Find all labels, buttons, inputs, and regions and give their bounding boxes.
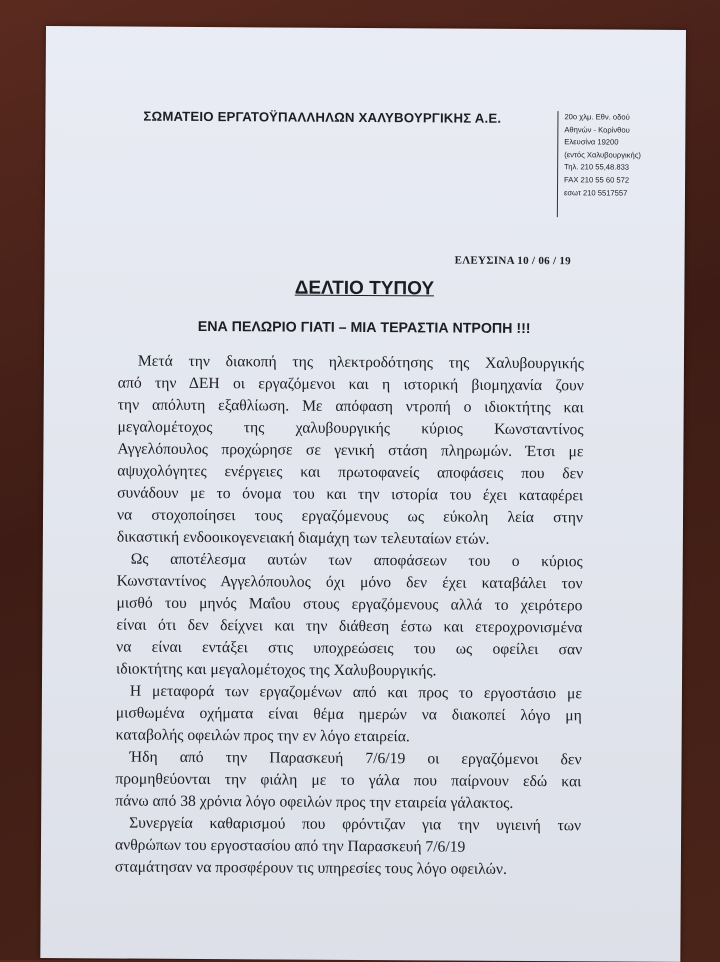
body-line: μισθό του μηνός Μαΐου στους εργαζόμενους αλλά το χειρότερο bbox=[116, 594, 583, 615]
headline: ΕΝΑ ΠΕΛΩΡΙΟ ΓΙΑΤΙ – ΜΙΑ ΤΕΡΑΣΤΙΑ ΝΤΡΟΠΗ !!! bbox=[197, 318, 531, 338]
address-block bbox=[557, 111, 683, 218]
document-date: ΕΛΕΥΣΙΝΑ 10 / 06 / 19 bbox=[454, 254, 572, 268]
body-line: δικαστική ενδοοικογενειακή διαμάχη των τελευταίων ετών. bbox=[116, 528, 490, 548]
body-line: σταμάτησαν να προσφέρουν τις υπηρεσίες τους λόγο οφειλών. bbox=[114, 858, 507, 878]
body-line: Ως αποτέλεσμα αυτών των αποφάσεων του ο κύριος bbox=[130, 550, 583, 571]
body-text bbox=[115, 350, 584, 881]
body-line: συνάδουν με το όνομα του και την ιστορία του έχει καταφέρει bbox=[117, 484, 584, 505]
body-line: Μετά την διακοπή της ηλεκτροδότησης της Χαλυβουργικής bbox=[137, 352, 585, 373]
body-line: να είναι εντάξει στις υποχρεώσεις του ως οφείλει σαν bbox=[116, 638, 583, 659]
address-line: Ελευσίνα 19200 bbox=[564, 137, 619, 147]
body-line: προμηθεύονται την φιάλη με το γάλα που παίρνουν εδώ και bbox=[115, 770, 582, 791]
body-line: ανθρώπων του εργοστασίου από την Παρασκευή 7/6/19 bbox=[114, 836, 466, 856]
body-line: μισθωμένα οχήματα είναι θέμα ημερών να διακοπεί λόγο μη bbox=[115, 704, 582, 725]
organization-name: ΣΩΜΑΤΕΙΟ ΕΡΓΑΤΟΫΠΑΛΛΗΛΩΝ ΧΑΛΥΒΟΥΡΓΙΚΗΣ Α.Ε. bbox=[143, 108, 502, 126]
body-line: να στοχοποίησει τους εργαζόμενους ως εύκολη λεία στην bbox=[116, 506, 584, 527]
body-line: Συνεργεία καθαρισμού που φρόντιζαν για την υγιεινή των bbox=[129, 814, 582, 835]
body-line: Κωνσταντίνος Αγγελόπουλος όχι μόνο δεν έχει καταβάλει τον bbox=[116, 572, 583, 593]
address-line: (εντός Χαλυβουργικής) bbox=[564, 149, 641, 160]
internal-phone-line: εσωτ 210 5517557 bbox=[563, 187, 628, 198]
fax-line: FAX 210 55 60 572 bbox=[564, 175, 630, 185]
body-line: Αγγελόπουλος προχώρησε σε γενική στάση πληρωμών. Έτσι με bbox=[117, 440, 584, 461]
body-line: καταβολής οφειλών προς την εν λόγο εταιρεία. bbox=[115, 726, 410, 746]
body-line: είναι ότι δεν δείχνει και την διάθεση έστω και ετεροχρονισμένα bbox=[116, 616, 583, 637]
press-release-sheet bbox=[40, 26, 686, 962]
body-line: την απόλυτη εξαθλίωση. Με απόφαση ντροπή ο ιδιοκτήτης και bbox=[117, 396, 584, 417]
body-line: από την ΔΕΗ οι εργαζόμενοι και η ιστορική βιομηχανία ζουν bbox=[117, 374, 584, 395]
body-line: μεγαλομέτοχος της χαλυβουργικής κύριος Κωνσταντίνος bbox=[117, 418, 584, 439]
body-line: Η μεταφορά των εργαζομένων από και προς το εργοστάσιο με bbox=[129, 682, 582, 703]
document-title: ΔΕΛΤΙΟ ΤΥΠΟΥ bbox=[294, 277, 435, 300]
body-line: Ήδη από την Παρασκευή 7/6/19 οι εργαζόμενοι δεν bbox=[129, 748, 582, 769]
address-line: 20ο χλμ. Εθν. οδού bbox=[564, 112, 630, 122]
body-line: πάνω από 38 χρόνια λόγο οφειλών προς την εταιρεία γάλακτος. bbox=[115, 792, 514, 812]
body-line: αψυχολόγητες ενέργειες και πρωτοφανείς αποφάσεις που δεν bbox=[117, 462, 584, 483]
phone-line: Τηλ. 210 55,48.833 bbox=[564, 162, 630, 172]
address-line: Αθηνών - Κορίνθου bbox=[564, 124, 630, 135]
body-line: ιδιοκτήτης και μεγαλομέτοχος της Χαλυβουργικής. bbox=[116, 660, 437, 680]
